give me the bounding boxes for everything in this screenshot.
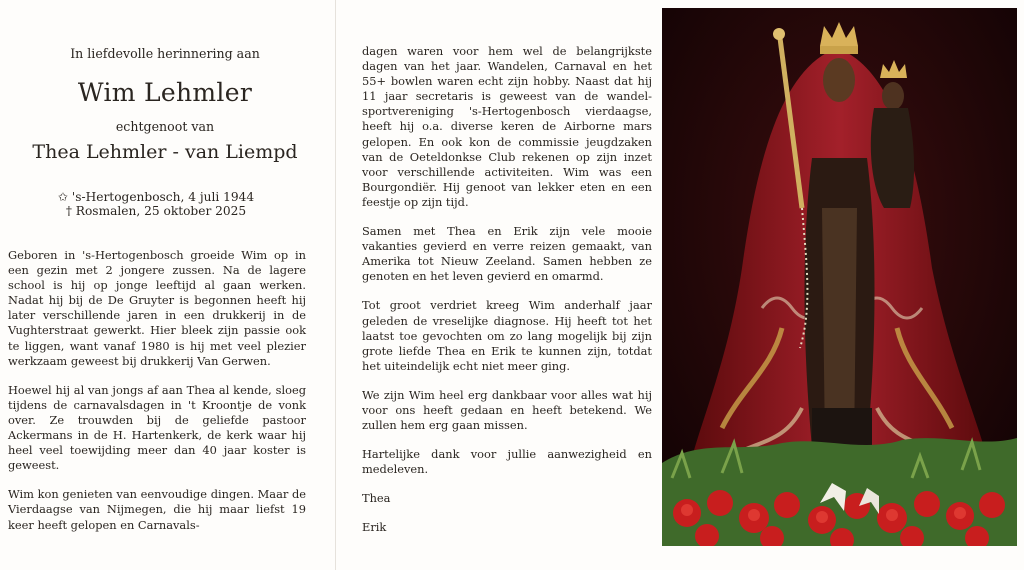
madonna-photo xyxy=(662,8,1017,546)
paragraph: Hartelijke dank voor jullie aanwezigheid en medeleven. xyxy=(362,447,652,477)
signature-erik: Erik xyxy=(362,520,387,535)
intro-text: In liefdevolle herinnering aan xyxy=(70,46,260,61)
statue-madonna-with-child-icon xyxy=(662,8,1017,546)
text-column-right xyxy=(362,44,652,550)
spouse-name: Thea Lehmler - van Liempd xyxy=(32,141,298,163)
paragraph: Geboren in 's-Hertogenbosch groeide Wim op in een gezin met 2 jongere zussen. Na de lagere school is hij op jonge leeftijd al gaan werken. Nadat hij bij de De Gruyter is begonnen heeft hij later verschillende jaren in een drukkerij in de Vughterstraat gewerkt. Hier bleek zijn passie ook te liggen, want vanaf 1980 is hij met veel plezier werkzaam geweest bij drukkerij Van Gerwen. xyxy=(8,248,306,368)
death-line: † Rosmalen, 25 oktober 2025 xyxy=(65,204,247,218)
paragraph: dagen waren voor hem wel de belangrijkste dagen van het jaar. Wandelen, Carnaval en het 55+ bowlen waren echt zijn hobby. Naast dat hij 11 jaar secretaris is geweest van de wandel-sportvereniging 's-Hertogenbosch vierdaagse, heeft hij o.a. diverse keren de Airborne mars gelopen. En ook kon de commissie jeugdzaken van de Oeteldonkse Club rekenen op zijn inzet voor verschillende activiteiten. Wim was een Bourgondiër. Hij genoot van lekker eten en een feestje op zijn tijd. xyxy=(362,44,652,209)
birth-line: ✩ 's-Hertogenbosch, 4 juli 1944 xyxy=(57,190,255,204)
text-column-left xyxy=(8,248,306,547)
paragraph: Wim kon genieten van eenvoudige dingen. Maar de Vierdaagse van Nijmegen, die hij maar liefst 19 keer heeft gelopen en Carnavals- xyxy=(8,487,306,532)
paragraph: Samen met Thea en Erik zijn vele mooie vakanties gevierd en verre reizen gemaakt, van Amerika tot Nieuw Zeeland. Samen hebben ze genoten en het leven gevierd en omarmd. xyxy=(362,224,652,284)
paragraph: We zijn Wim heel erg dankbaar voor alles wat hij voor ons heeft gedaan en heeft betekend. We zullen hem erg gaan missen. xyxy=(362,387,652,433)
fold-line-left xyxy=(335,0,336,570)
paragraph: Hoewel hij al van jongs af aan Thea al kende, sloeg tijdens de carnavalsdagen in 't Kroontje de vonk over. Ze trouwden bij de geliefde pastoor Ackermans in de H. Hartenkerk, de kerk waar hij heel veel toewijding meer dan 40 jaar koster is geweest. xyxy=(8,382,306,473)
deceased-name: Wim Lehmler xyxy=(77,78,253,107)
life-dates xyxy=(0,190,312,218)
signature-thea: Thea xyxy=(362,491,391,506)
paragraph: Tot groot verdriet kreeg Wim anderhalf jaar geleden de vreselijke diagnose. Hij heeft tot het laatst toe gevochten om zo lang mogelijk bij zijn grote liefde Thea en Erik te kunnen zijn, totdat het uiteindelijk echt niet meer ging. xyxy=(362,298,652,373)
spouse-label: echtgenoot van xyxy=(115,119,215,134)
